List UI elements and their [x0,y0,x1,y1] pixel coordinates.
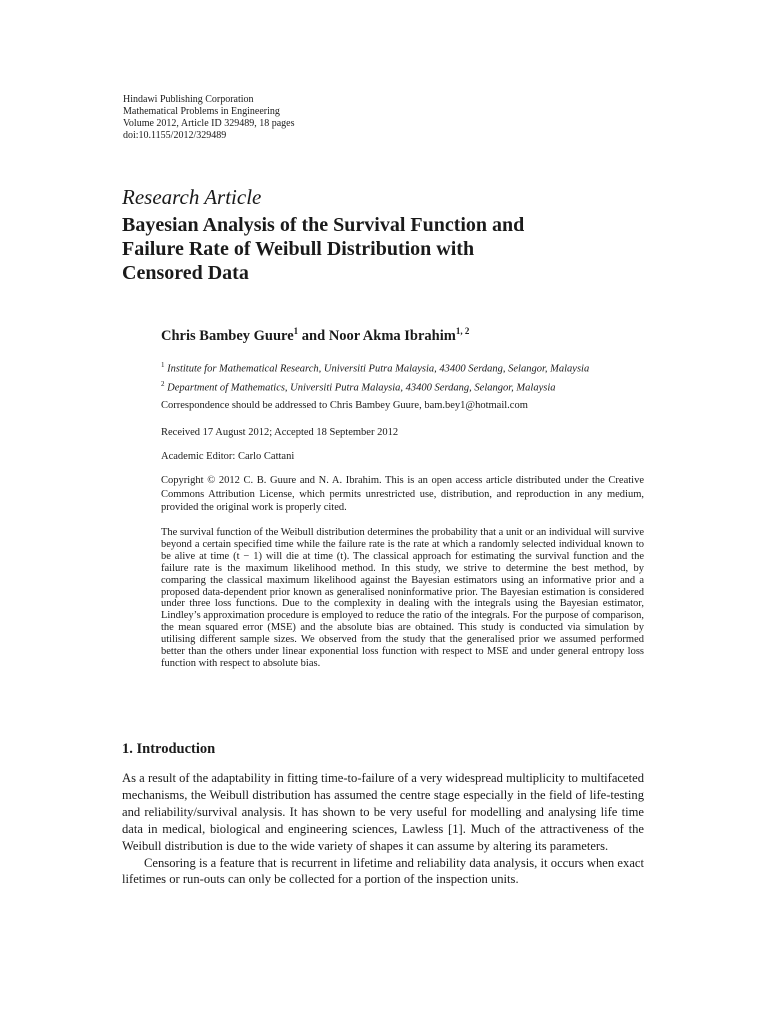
author-affiliation-marker: 1 [293,326,299,336]
paragraph: As a result of the adaptability in fitting time-to-failure of a very widespread multiplicity to multifaceted mechanisms, the Weibull distribution has assumed the centre stage especially in the field of life-testing and reliability/survival analysis. It has shown to be very useful for modelling and analysing life time data in medical, biological and engineering sciences, Lawless [1]. Much of the attractiveness of the Weibull distribution is due to the wide variety of shapes it can assume by altering its parameters. [122,771,644,853]
paragraph: Censoring is a feature that is recurrent in lifetime and reliability data analysis, it occurs when exact lifetimes or run-outs can only be collected for a portion of the inspection units. [122,855,644,887]
received-dates: Received 17 August 2012; Accepted 18 September 2012 [161,427,399,438]
doi: doi:10.1155/2012/329489 [123,130,227,141]
affiliation-marker: 2 [161,379,165,388]
affiliations [161,358,589,395]
affiliation-text: Institute for Mathematical Research, Universiti Putra Malaysia, 43400 Serdang, Selangor, Malaysia [164,363,590,375]
author-name: Chris Bambey Guure [161,327,294,344]
affiliation-item [161,377,589,396]
publisher-line: Hindawi Publishing Corporation [123,94,254,105]
author-conjunction: and [298,327,329,344]
copyright-notice: Copyright © 2012 C. B. Guure and N. A. Ibrahim. This is an open access article distributed under the Creative Commons Attribution License, which permits unrestricted use, distribution, and reproduction in any medium, provided the original work is properly cited. [161,475,644,513]
abstract: The survival function of the Weibull distribution determines the probability that a unit or an individual will survive beyond a certain specified time while the failure rate is the rate at which a randomly selected individual known to be alive at time (t − 1) will die at time (t). The classical approach for estimating the survival function and the failure rate is the maximum likelihood method. In this study, we strive to determine the best method, by comparing the classical maximum likelihood against the Bayesian estimators using an informative prior and a proposed data-dependent prior known as generalised noninformative prior. The Bayesian estimation is considered under three loss functions. Due to the complexity in dealing with the integrals using the Bayesian estimator, Lindley’s approximation procedure is employed to reduce the ratio of the integrals. For the purpose of comparison, the mean squared error (MSE) and the absolute bias are obtained. This study is conducted via simulation by utilising different sample sizes. We observed from the study that the generalised prior we assumed performed better than the others under linear exponential loss function with respect to MSE and under general entropy loss function with respect to absolute bias. [161,527,644,669]
affiliation-item [161,358,589,377]
academic-editor: Academic Editor: Carlo Cattani [161,451,295,462]
affiliation-text: Department of Mathematics, Universiti Putra Malaysia, 43400 Serdang, Selangor, Malaysia [164,382,556,393]
author-name: Noor Akma Ibrahim [328,327,456,344]
volume-info: Volume 2012, Article ID 329489, 18 pages [123,118,295,129]
section-heading: 1. Introduction [122,741,216,757]
article-type: Research Article [122,185,262,209]
paper-title: Bayesian Analysis of the Survival Function and Failure Rate of Weibull Distribution with Censored Data [122,214,525,284]
section-body [122,770,644,888]
journal-name: Mathematical Problems in Engineering [123,106,280,117]
affiliation-marker: 1 [161,361,165,369]
author-affiliation-marker: 1, 2 [455,326,470,336]
journal-header [123,94,294,142]
correspondence: Correspondence should be addressed to Chris Bambey Guure, bam.bey1@hotmail.com [161,400,528,411]
author-list [161,326,469,345]
